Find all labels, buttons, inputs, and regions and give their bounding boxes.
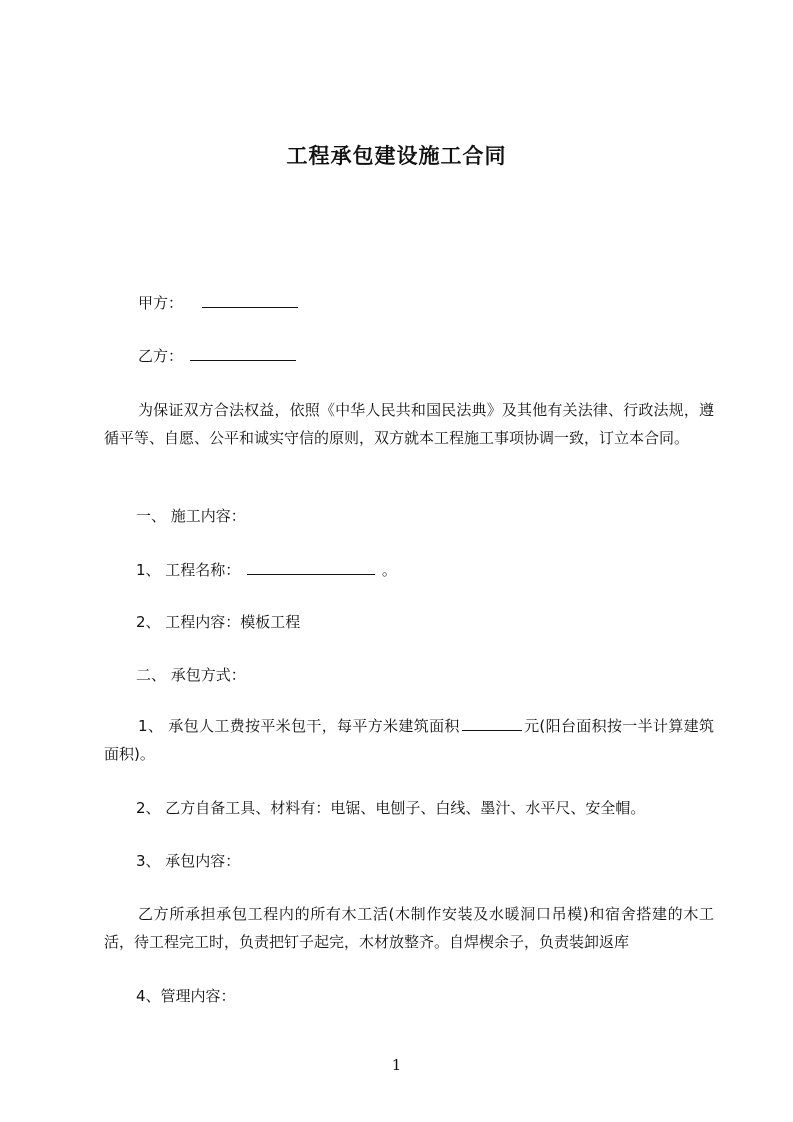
- scope-paragraph: 乙方所承担承包工程内的所有木工活(木制作安装及水暖洞口吊模)和宿舍搭建的木工活，待工程完工时，负责把钉子起完，木材放整齐。自焊楔余子，负责装卸返库: [104, 905, 714, 951]
- tools-line: 2、 乙方自备工具、材料有：电锯、电刨子、白线、墨汁、水平尺、安全帽。: [136, 799, 646, 817]
- project-content-line: 2、 工程内容：模板工程: [136, 613, 301, 631]
- labor-fee-paragraph: [104, 712, 714, 768]
- section2-heading: 二、 承包方式：: [136, 666, 246, 684]
- section1-heading: 一、 施工内容：: [136, 507, 246, 525]
- project-name-label: 1、 工程名称：: [136, 561, 241, 579]
- labor-fee-prefix: 1、 承包人工费按平米包干，每平方米建筑面积: [138, 717, 460, 735]
- party-b-blank[interactable]: [190, 345, 296, 361]
- party-a-blank[interactable]: [202, 292, 298, 308]
- project-name-line: [136, 559, 397, 580]
- intro-paragraph: 为保证双方合法权益，依照《中华人民共和国民法典》及其他有关法律、行政法规，遵循平等、自愿、公平和诚实守信的原则，双方就本工程施工事项协调一致，订立本合同。: [104, 401, 714, 447]
- scope-heading: 3、 承包内容：: [136, 852, 241, 870]
- project-name-suffix: 。: [381, 561, 397, 579]
- party-b-line: [138, 345, 298, 366]
- party-a-label: 甲方：: [138, 294, 184, 312]
- project-name-blank[interactable]: [247, 559, 375, 575]
- party-b-label: 乙方：: [138, 347, 184, 365]
- management-heading: 4、管理内容：: [136, 987, 236, 1005]
- labor-fee-blank[interactable]: [462, 715, 522, 731]
- document-title: 工程承包建设施工合同: [286, 144, 507, 168]
- labor-fee-suffix: 元(阳台面积按一半计算建筑面积)。: [104, 717, 714, 763]
- party-a-line: [138, 292, 300, 313]
- page-number: 1: [391, 1056, 402, 1074]
